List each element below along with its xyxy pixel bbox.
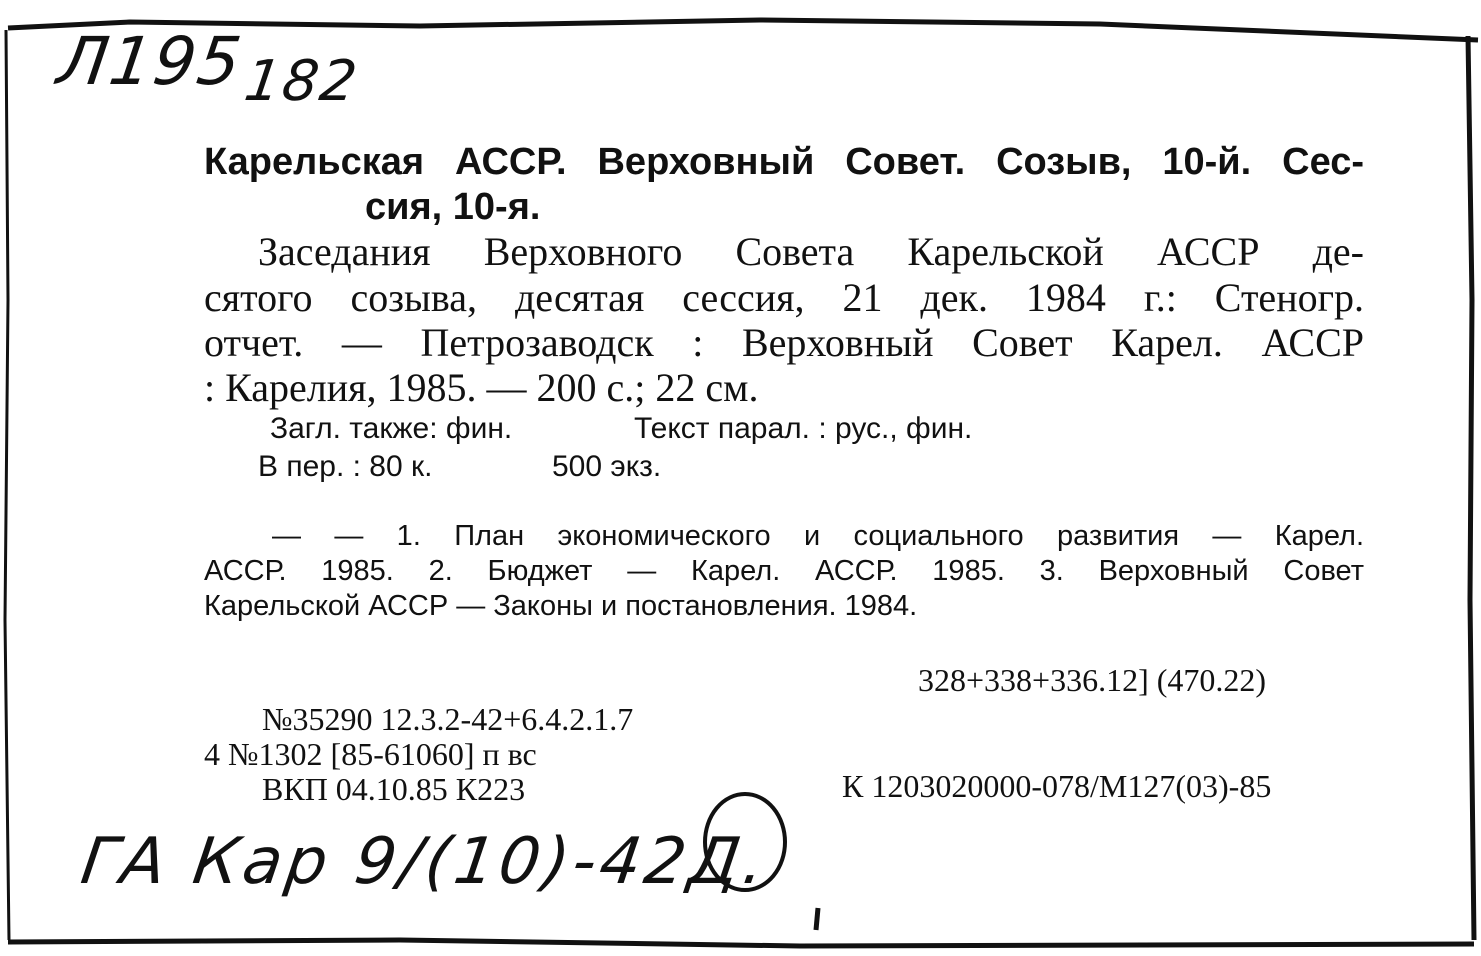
shelfmark-top-main: Л195: [52, 23, 248, 100]
title-line-1: Заседания Верховного Совета Карельской АССР де-: [258, 229, 1364, 274]
note-binding-price: В пер. : 80 к.: [258, 450, 433, 483]
classification-index: 328+338+336.12] (470.22): [918, 662, 1267, 698]
title-line-2: сятого созыва, десятая сессия, 21 дек. 1984 г.: Стеногр.: [204, 275, 1364, 320]
subject-line-2: АССР. 1985. 2. Бюджет — Карел. АССР. 1985. 3. Верховный Совет: [204, 555, 1364, 587]
note-copies: 500 экз.: [552, 450, 662, 483]
subject-line-3: Карельской АССР — Законы и постановления. 1984.: [204, 590, 918, 622]
order-line: 4 №1302 [85-61060] п вс: [204, 736, 537, 772]
shelfmark-top-sub: 182: [240, 49, 363, 114]
heading-line-1: Карельская АССР. Верховный Совет. Созыв, 10-й. Сес-: [204, 141, 1364, 183]
shelfmark-top: [52, 22, 366, 114]
heading-line-2: сия, 10-я.: [365, 186, 541, 228]
shelfmark-bottom: ГА Кар 9/(10)-42Д.: [76, 825, 774, 899]
subject-line-1: — — 1. План экономического и социального развития — Карел.: [272, 520, 1364, 552]
title-line-4: : Карелия, 1985. — 200 с.; 22 см.: [204, 365, 759, 410]
note-text-language: Текст парал. : рус., фин.: [634, 412, 973, 445]
vkp-line: ВКП 04.10.85 К223: [262, 771, 526, 807]
k-code: К 1203020000-078/М127(03)-85: [842, 768, 1272, 804]
record-number: №35290 12.3.2-42+6.4.2.1.7: [262, 701, 634, 737]
title-line-3: отчет. — Петрозаводск : Верховный Совет Карел. АССР: [204, 320, 1364, 365]
note-title-language: Загл. также: фин.: [270, 412, 513, 445]
